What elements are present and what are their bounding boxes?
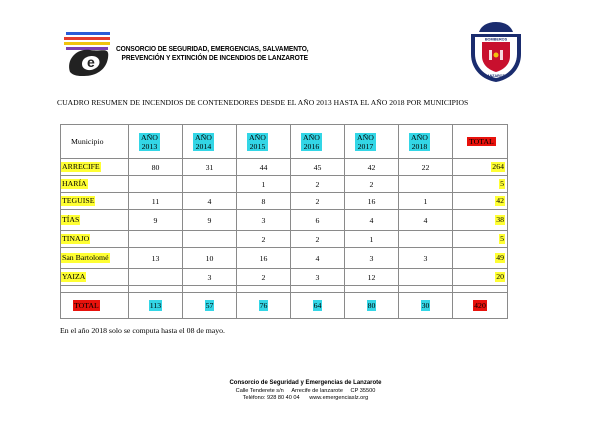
year-total-cell <box>237 293 291 319</box>
footer-contact <box>0 395 611 403</box>
value-cell: 1 <box>399 193 453 210</box>
year-total-cell <box>345 293 399 319</box>
value-cell: 31 <box>183 159 237 176</box>
value-cell <box>183 231 237 248</box>
value-cell: 9 <box>129 210 183 231</box>
consortium-line-1: CONSORCIO DE SEGURIDAD, EMERGENCIAS, SALVAMENTO, <box>116 44 309 53</box>
value-cell: 44 <box>237 159 291 176</box>
year-total: 113 <box>149 301 162 310</box>
table-row <box>61 231 508 248</box>
year-header-box <box>193 133 214 151</box>
value-cell: 2 <box>237 269 291 286</box>
value-cell: 11 <box>129 193 183 210</box>
value-cell: 12 <box>345 269 399 286</box>
row-total-cell <box>453 210 508 231</box>
municipio-cell <box>61 193 129 210</box>
municipio-name: HARÍA <box>62 179 87 188</box>
row-total: 38 <box>496 215 504 224</box>
municipio-cell <box>61 269 129 286</box>
year-label: AÑO <box>195 132 212 142</box>
fires-summary-table <box>60 124 508 319</box>
row-total-cell <box>453 248 508 269</box>
table-header-row <box>61 125 508 159</box>
year-header-cell <box>129 125 183 159</box>
value-cell <box>399 176 453 193</box>
consortium-name <box>116 44 309 62</box>
value-cell <box>183 176 237 193</box>
value-cell: 3 <box>237 210 291 231</box>
row-total-cell <box>453 159 508 176</box>
year-label: AÑO <box>411 132 428 142</box>
svg-text:e: e <box>87 54 95 70</box>
year-header-cell <box>399 125 453 159</box>
year-total-cell <box>183 293 237 319</box>
total-label-cell <box>61 293 129 319</box>
municipio-cell <box>61 231 129 248</box>
row-total-cell <box>453 269 508 286</box>
table-row <box>61 269 508 286</box>
report-title: CUADRO RESUMEN DE INCENDIOS DE CONTENEDORES DESDE EL AÑO 2013 HASTA EL AÑO 2018 POR MUNICIPIOS <box>57 98 469 107</box>
municipio-name: San Bartolomé <box>62 253 109 262</box>
year-header-box <box>139 133 160 151</box>
year-label: AÑO <box>357 132 374 142</box>
row-total-cell <box>453 193 508 210</box>
municipio-cell <box>61 176 129 193</box>
value-cell: 10 <box>183 248 237 269</box>
footer-organization: Consorcio de Seguridad y Emergencias de Lanzarote <box>229 380 382 386</box>
row-total: 264 <box>492 162 504 171</box>
total-row-label: TOTAL <box>74 301 99 310</box>
footer-address <box>0 388 611 396</box>
year-value: 2014 <box>195 141 212 151</box>
consortium-line-2: PREVENCIÓN Y EXTINCIÓN DE INCENDIOS DE LANZAROTE <box>121 53 308 62</box>
year-label: AÑO <box>303 132 320 142</box>
year-header-cell <box>183 125 237 159</box>
row-total-cell <box>453 176 508 193</box>
year-label: AÑO <box>141 132 158 142</box>
value-cell: 6 <box>291 210 345 231</box>
value-cell <box>399 231 453 248</box>
value-cell: 4 <box>345 210 399 231</box>
value-cell <box>129 231 183 248</box>
table-row <box>61 159 508 176</box>
grand-total: 420 <box>474 301 486 310</box>
value-cell: 2 <box>345 176 399 193</box>
value-cell: 3 <box>291 269 345 286</box>
crest-bottom-text: LANZAROTE <box>484 74 508 78</box>
year-header-box <box>355 133 376 151</box>
table-total-row <box>61 293 508 319</box>
value-cell: 42 <box>345 159 399 176</box>
year-total: 64 <box>313 301 322 310</box>
footer-postcode: CP 35500 <box>350 387 376 394</box>
value-cell: 2 <box>291 176 345 193</box>
year-value: 2016 <box>303 141 320 151</box>
year-value: 2017 <box>357 141 374 151</box>
year-header-cell <box>291 125 345 159</box>
total-header: TOTAL <box>469 137 494 146</box>
year-header-cell <box>345 125 399 159</box>
municipio-name: TÍAS <box>62 215 80 224</box>
table-row <box>61 176 508 193</box>
year-header-box <box>247 133 268 151</box>
municipio-name: YAIZA <box>62 272 86 281</box>
value-cell <box>129 176 183 193</box>
row-total: 49 <box>496 253 504 262</box>
year-total: 80 <box>367 301 376 310</box>
year-value: 2013 <box>141 141 158 151</box>
municipio-name: TINAJO <box>62 234 90 243</box>
row-total: 20 <box>496 272 504 281</box>
value-cell: 3 <box>399 248 453 269</box>
table-row <box>61 248 508 269</box>
footer-city: Arrecife de lanzarote <box>291 387 343 394</box>
value-cell: 16 <box>237 248 291 269</box>
year-value: 2015 <box>249 141 266 151</box>
row-total: 42 <box>496 196 504 205</box>
bomberos-crest-icon <box>465 20 527 84</box>
footer-website: www.emergenciaslz.org <box>309 395 369 402</box>
municipio-cell <box>61 159 129 176</box>
crest-top-text: BOMBEROS <box>484 37 508 42</box>
row-total-cell <box>453 231 508 248</box>
year-header-cell <box>237 125 291 159</box>
value-cell: 9 <box>183 210 237 231</box>
row-total: 5 <box>500 234 504 243</box>
value-cell: 22 <box>399 159 453 176</box>
grand-total-cell <box>453 293 508 319</box>
value-cell: 3 <box>345 248 399 269</box>
year-total: 57 <box>205 301 214 310</box>
value-cell: 13 <box>129 248 183 269</box>
value-cell: 4 <box>291 248 345 269</box>
page-footer <box>0 380 611 403</box>
year-total-cell <box>399 293 453 319</box>
value-cell: 80 <box>129 159 183 176</box>
value-cell: 1 <box>345 231 399 248</box>
table-row <box>61 193 508 210</box>
consortium-logo-icon <box>62 26 114 82</box>
municipio-header: Municipio <box>71 137 104 146</box>
value-cell: 4 <box>183 193 237 210</box>
value-cell <box>399 269 453 286</box>
year-total-cell <box>129 293 183 319</box>
year-header-box <box>301 133 322 151</box>
value-cell: 2 <box>291 193 345 210</box>
row-total: 5 <box>500 179 504 188</box>
value-cell: 8 <box>237 193 291 210</box>
value-cell: 3 <box>183 269 237 286</box>
value-cell: 2 <box>291 231 345 248</box>
value-cell: 2 <box>237 231 291 248</box>
footer-street: Calle Tenderete s/n <box>235 387 284 394</box>
year-total-cell <box>291 293 345 319</box>
table-spacer-row <box>61 286 508 293</box>
value-cell: 1 <box>237 176 291 193</box>
table-row <box>61 210 508 231</box>
municipio-name: ARRECIFE <box>62 162 100 171</box>
municipio-header-cell <box>61 125 129 159</box>
year-total: 30 <box>421 301 430 310</box>
value-cell: 16 <box>345 193 399 210</box>
year-label: AÑO <box>249 132 266 142</box>
year-total: 76 <box>259 301 268 310</box>
value-cell <box>129 269 183 286</box>
total-header-cell <box>453 125 508 159</box>
value-cell: 4 <box>399 210 453 231</box>
year-header-box <box>409 133 430 151</box>
footnote: En el año 2018 solo se computa hasta el 08 de mayo. <box>60 326 225 335</box>
value-cell: 45 <box>291 159 345 176</box>
municipio-cell <box>61 248 129 269</box>
year-value: 2018 <box>411 141 428 151</box>
municipio-name: TEGUISE <box>62 196 95 205</box>
municipio-cell <box>61 210 129 231</box>
footer-phone: Teléfono: 928 80 40 04 <box>242 395 300 402</box>
